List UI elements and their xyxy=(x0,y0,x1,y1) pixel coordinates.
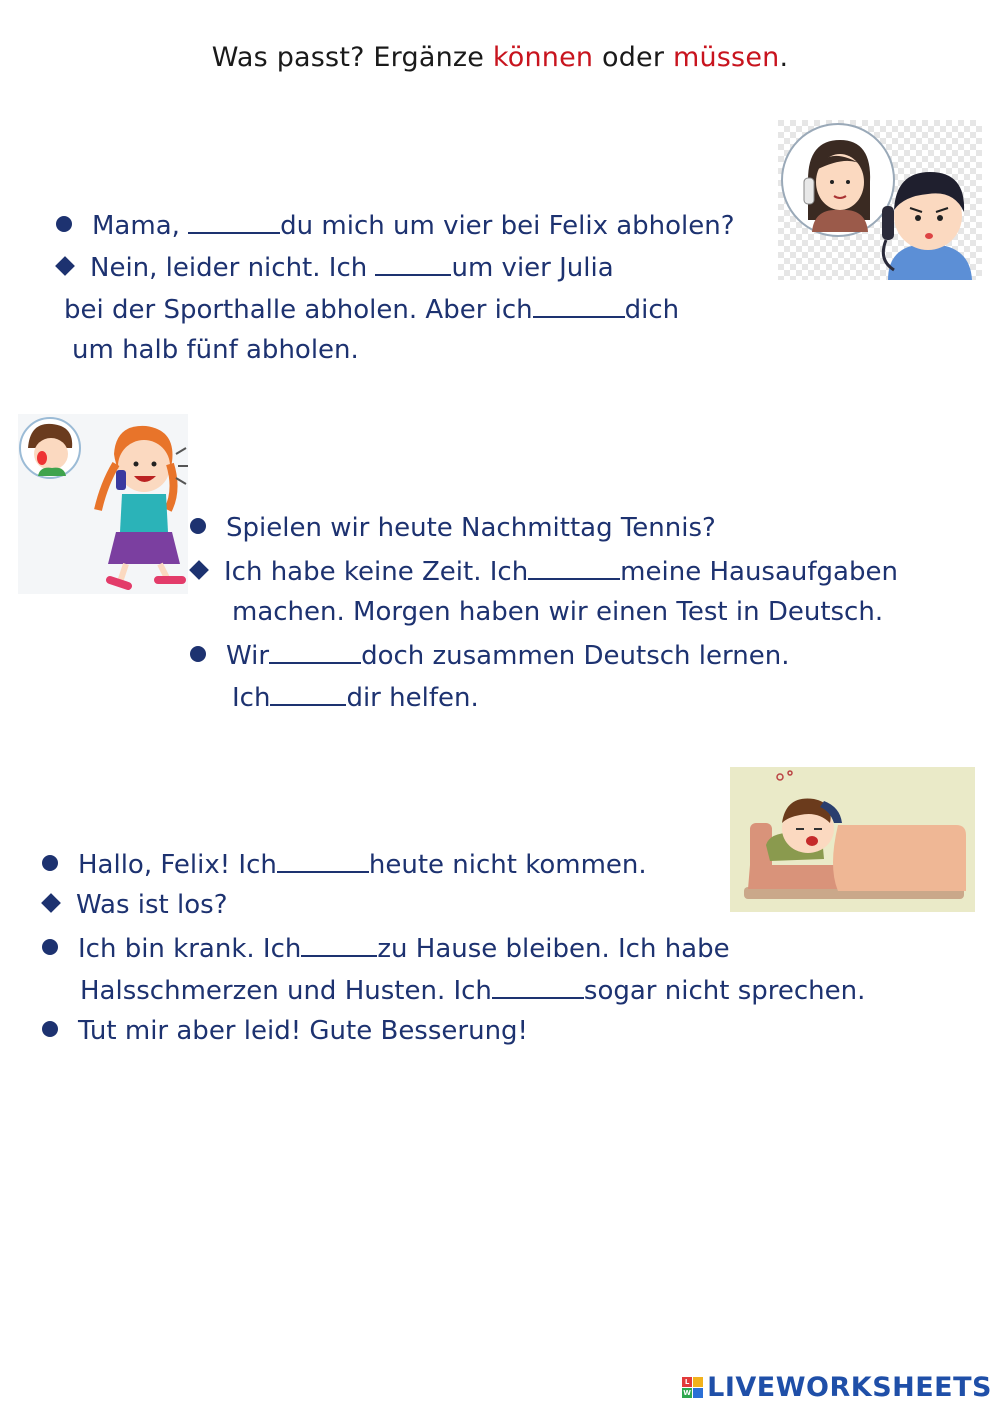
answer-blank[interactable] xyxy=(301,931,377,957)
answer-blank[interactable] xyxy=(277,847,369,873)
answer-blank[interactable] xyxy=(375,250,451,276)
s2-line-2 xyxy=(190,554,898,588)
title-word-muessen: müssen xyxy=(672,42,780,73)
title-prefix: Was passt? Ergänze xyxy=(211,42,493,73)
answer-blank[interactable] xyxy=(270,680,346,706)
logo-text: LIVEWORKSHEETS xyxy=(707,1372,992,1403)
s2-line-3 xyxy=(232,596,883,628)
s3-text: Ich bin krank. Ich xyxy=(78,934,302,964)
bullet-diamond-icon xyxy=(55,256,75,276)
s3-text: zu Hause bleiben. Ich habe xyxy=(377,934,730,964)
s3-text: Halsschmerzen und Husten. Ich xyxy=(80,976,492,1006)
s3-text: Tut mir aber leid! Gute Besserung! xyxy=(78,1016,528,1046)
logo-cell: W xyxy=(683,1389,692,1397)
bullet-dot-icon xyxy=(42,855,58,871)
sick-boy-in-bed-illustration xyxy=(730,767,975,912)
s1-text: Mama, xyxy=(92,211,189,241)
answer-blank[interactable] xyxy=(492,973,584,999)
s1-text: um halb fünf abholen. xyxy=(72,335,359,365)
answer-blank[interactable] xyxy=(188,208,280,234)
s2-text: Spielen wir heute Nachmittag Tennis? xyxy=(226,513,716,543)
bullet-dot-icon xyxy=(190,518,206,534)
s1-text: um vier Julia xyxy=(451,253,614,283)
s3-line-3 xyxy=(42,931,730,965)
s2-line-4 xyxy=(190,638,789,672)
bullet-diamond-icon xyxy=(189,560,209,580)
s2-text: meine Hausaufgaben xyxy=(620,557,898,587)
s1-text: Nein, leider nicht. Ich xyxy=(90,253,376,283)
s1-text: bei der Sporthalle abholen. Aber ich xyxy=(64,295,533,325)
logo-cell xyxy=(693,1377,703,1387)
s2-text: Ich habe keine Zeit. Ich xyxy=(224,557,529,587)
logo-grid-icon xyxy=(682,1377,703,1398)
s3-text: Was ist los? xyxy=(76,890,228,920)
s1-text: dich xyxy=(624,295,680,325)
title-middle: oder xyxy=(593,42,673,73)
s3-line-5 xyxy=(42,1015,528,1047)
logo-cell: L xyxy=(682,1377,692,1387)
s2-line-5 xyxy=(232,680,479,714)
s2-text: Wir xyxy=(226,641,270,671)
bullet-dot-icon xyxy=(190,646,206,662)
s1-text: du mich um vier bei Felix abholen? xyxy=(280,211,735,241)
s2-text: dir helfen. xyxy=(346,683,479,713)
s1-line-4 xyxy=(72,334,359,366)
s3-line-4 xyxy=(80,973,865,1007)
s1-line-3 xyxy=(64,292,679,326)
worksheet-title xyxy=(0,42,1000,73)
girl-on-phone-illustration xyxy=(18,414,188,594)
bullet-dot-icon xyxy=(42,1021,58,1037)
s1-line-1 xyxy=(56,208,735,242)
answer-blank[interactable] xyxy=(533,292,625,318)
liveworksheets-logo xyxy=(682,1372,992,1403)
s2-text: Ich xyxy=(232,683,271,713)
answer-blank[interactable] xyxy=(269,638,361,664)
s3-text: heute nicht kommen. xyxy=(368,850,647,880)
s2-text: machen. Morgen haben wir einen Test in Deutsch. xyxy=(232,597,884,627)
phone-call-illustration xyxy=(778,120,982,280)
s2-text: doch zusammen Deutsch lernen. xyxy=(361,641,790,671)
title-word-koennen: können xyxy=(492,42,594,73)
s3-text: Hallo, Felix! Ich xyxy=(78,850,277,880)
s3-line-1 xyxy=(42,847,647,881)
answer-blank[interactable] xyxy=(528,554,620,580)
s3-line-2 xyxy=(42,889,228,921)
title-suffix: . xyxy=(779,42,789,73)
s2-line-1 xyxy=(190,512,716,544)
s3-text: sogar nicht sprechen. xyxy=(583,976,866,1006)
bullet-diamond-icon xyxy=(41,893,61,913)
bullet-dot-icon xyxy=(56,216,72,232)
s1-line-2 xyxy=(56,250,614,284)
logo-cell xyxy=(693,1388,703,1398)
bullet-dot-icon xyxy=(42,939,58,955)
